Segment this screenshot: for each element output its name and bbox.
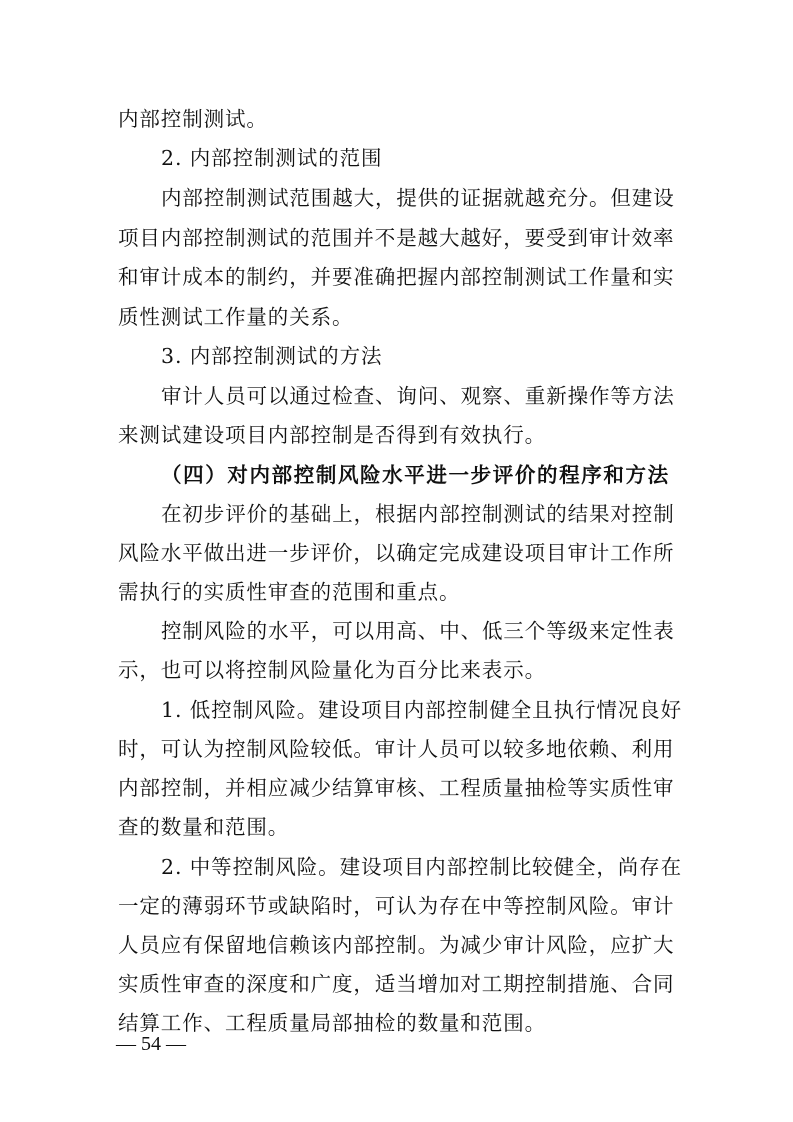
text-line: 在初步评价的基础上，根据内部控制测试的结果对控制	[161, 502, 675, 526]
text-line: 时，可认为控制风险较低。审计人员可以较多地依赖、利用	[118, 737, 675, 761]
text-line: 需执行的实质性审查的范围和重点。	[118, 580, 461, 604]
section-heading: 3. 内部控制测试的方法	[161, 344, 383, 368]
page-number: — 54 —	[116, 1033, 186, 1055]
text-line: 一定的薄弱环节或缺陷时，可认为存在中等控制风险。审计	[118, 894, 675, 918]
text-line: 和审计成本的制约，并要准确把握内部控制测试工作量和实	[118, 265, 675, 289]
text-line: 审计人员可以通过检查、询问、观察、重新操作等方法	[161, 384, 675, 408]
text-line: 来测试建设项目内部控制是否得到有效执行。	[118, 423, 546, 447]
text-line: 1. 低控制风险。建设项目内部控制健全且执行情况良好	[161, 698, 682, 722]
text-line: 内部控制测试。	[118, 107, 268, 131]
text-line: 风险水平做出进一步评价，以确定完成建设项目审计工作所	[118, 541, 675, 565]
section-heading: 2. 内部控制测试的范围	[161, 146, 383, 170]
text-line: 示，也可以将控制风险量化为百分比来表示。	[118, 658, 546, 682]
text-line: 查的数量和范围。	[118, 815, 290, 839]
text-line: 内部控制测试范围越大，提供的证据就越充分。但建设	[161, 186, 675, 210]
text-line: 实质性审查的深度和广度，适当增加对工期控制措施、合同	[118, 972, 675, 996]
text-line: 2. 中等控制风险。建设项目内部控制比较健全，尚存在	[161, 855, 682, 879]
text-line: 结算工作、工程质量局部抽检的数量和范围。	[118, 1011, 546, 1035]
text-line: 项目内部控制测试的范围并不是越大越好，要受到审计效率	[118, 226, 675, 250]
section-heading: （四）对内部控制风险水平进一步评价的程序和方法	[161, 463, 669, 487]
text-line: 质性测试工作量的关系。	[118, 305, 354, 329]
text-line: 人员应有保留地信赖该内部控制。为减少审计风险，应扩大	[118, 933, 675, 957]
text-line: 内部控制，并相应减少结算审核、工程质量抽检等实质性审	[118, 776, 675, 800]
text-line: 控制风险的水平，可以用高、中、低三个等级来定性表	[161, 619, 675, 643]
